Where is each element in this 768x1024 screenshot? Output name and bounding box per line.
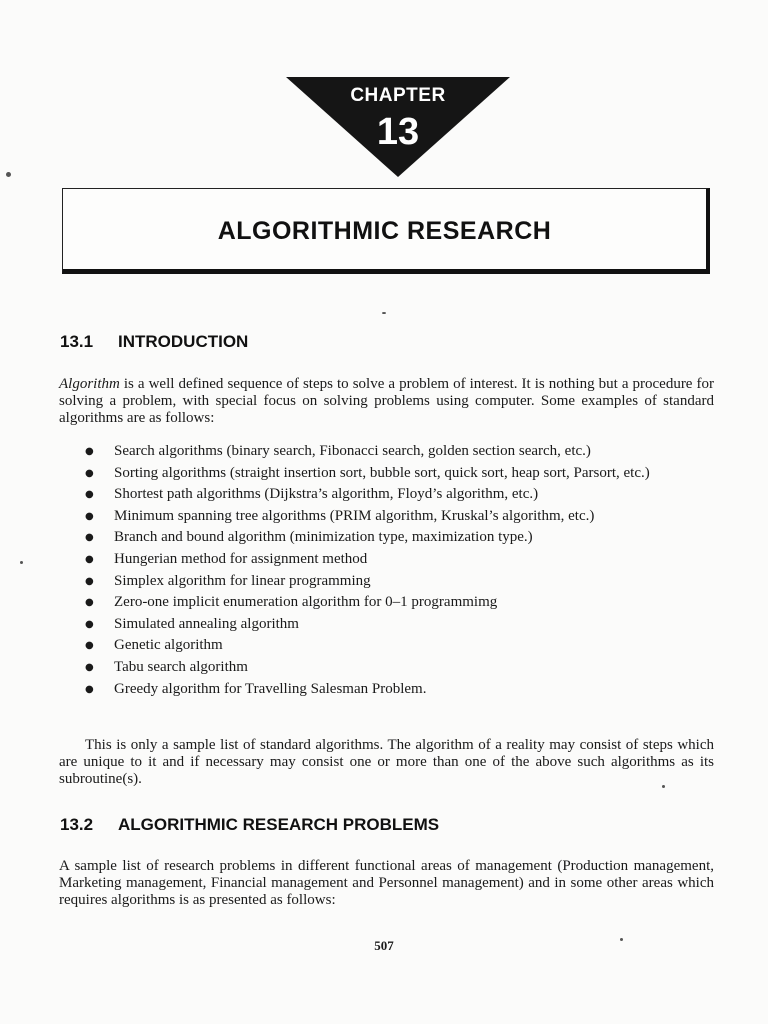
- list-item: ● Branch and bound algorithm (minimization type, maximization type.): [85, 529, 715, 546]
- scan-speck: [6, 172, 11, 177]
- chapter-number: 13: [376, 111, 420, 153]
- research-problems-paragraph: A sample list of research problems in different functional areas of management (Production management, Marketing management, Financial management and Personnel management) and in some other areas which requires algorithms is as presented as follows:: [59, 858, 714, 908]
- intro-lead-term: Algorithm: [59, 376, 120, 392]
- list-item: ● Hungerian method for assignment method: [85, 551, 715, 568]
- section-title: INTRODUCTION: [118, 332, 249, 351]
- list-item: ● Zero-one implicit enumeration algorithm for 0–1 programmimg: [85, 594, 715, 611]
- chapter-title: ALGORITHMIC RESEARCH: [217, 217, 552, 245]
- intro-text: is a well defined sequence of steps to solve a problem of interest. It is nothing but a procedure for solving a problem, with special focus on solving problems using computer. Some examples of standard algorithms are as follows:: [59, 376, 714, 426]
- list-item: ● Shortest path algorithms (Dijkstra’s algorithm, Floyd’s algorithm, etc.): [85, 486, 715, 503]
- intro-paragraph: [59, 376, 714, 427]
- section-number: 13.2: [60, 815, 94, 834]
- scan-speck: [20, 561, 23, 564]
- algorithm-list: [85, 443, 715, 702]
- list-item: ● Sorting algorithms (straight insertion sort, bubble sort, quick sort, heap sort, Parsort, etc.): [85, 465, 715, 482]
- chapter-title-box: [62, 188, 710, 274]
- closing-paragraph: This is only a sample list of standard algorithms. The algorithm of a reality may consist of steps which are unique to it and if necessary may consist one or more than one of the above such algorithms as its subroutine(s).: [59, 737, 714, 787]
- chapter-label: CHAPTER: [350, 85, 446, 106]
- list-item: ● Greedy algorithm for Travelling Salesman Problem.: [85, 681, 715, 698]
- list-item: ● Minimum spanning tree algorithms (PRIM algorithm, Kruskal’s algorithm, etc.): [85, 508, 715, 525]
- section-title: ALGORITHMIC RESEARCH PROBLEMS: [118, 815, 440, 834]
- section-heading-introduction: [60, 332, 248, 352]
- list-item: ● Simplex algorithm for linear programming: [85, 573, 715, 590]
- list-item: ● Genetic algorithm: [85, 637, 715, 654]
- list-item: ● Search algorithms (binary search, Fibonacci search, golden section search, etc.): [85, 443, 715, 460]
- list-item: ● Tabu search algorithm: [85, 659, 715, 676]
- list-item: ● Simulated annealing algorithm: [85, 616, 715, 633]
- page-number: 507: [374, 938, 394, 953]
- section-number: 13.1: [60, 332, 94, 351]
- chapter-badge: [286, 77, 510, 177]
- section-heading-research-problems: [60, 815, 439, 835]
- scan-speck: [382, 312, 386, 314]
